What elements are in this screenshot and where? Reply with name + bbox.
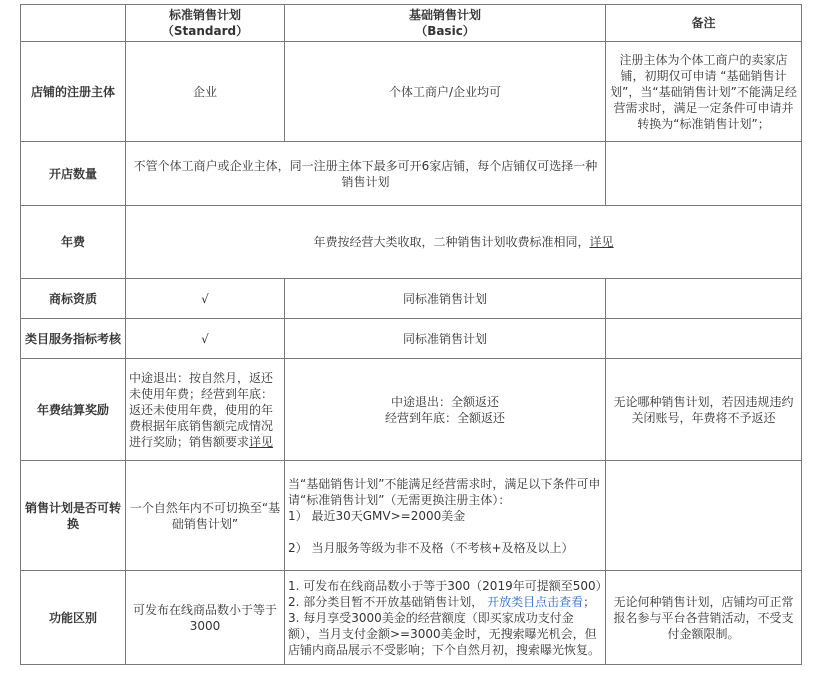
row-label-settlement: 年费结算奖励 <box>21 359 126 461</box>
fee-text: 年费按经营大类收取，二种销售计划收费标准相同， <box>313 235 590 249</box>
row-features <box>21 571 802 665</box>
settlement-basic-line2: 经营到年底：全额返还 <box>384 410 505 425</box>
fee-text-cell <box>126 206 802 279</box>
entity-note: 注册主体为个体工商户的卖家店铺，初期仅可申请 “基础销售计划”，当“基础销售计划”不能满足经营需求时，满足一定条件可申请并转换为“标准销售计划”； <box>606 42 802 142</box>
header-basic <box>285 5 606 42</box>
settlement-standard <box>126 359 285 461</box>
trademark-basic: 同标准销售计划 <box>285 279 606 319</box>
features-basic-line2 <box>288 594 602 610</box>
switch-standard: 一个自然年内不可切换至“基础销售计划” <box>126 461 285 571</box>
entity-standard: 企业 <box>126 42 285 142</box>
settlement-basic-line1: 中途退出：全额返还 <box>390 394 499 409</box>
stores-note <box>606 142 802 206</box>
header-standard <box>126 5 285 42</box>
stores-merged: 不管个体工商户或企业主体，同一注册主体下最多可开6家店铺，每个店铺仅可选择一种销售计划 <box>126 142 606 206</box>
sales-plan-comparison-table <box>20 4 802 665</box>
row-switch <box>21 461 802 571</box>
header-notes: 备注 <box>606 5 802 42</box>
row-label-entity: 店铺的注册主体 <box>21 42 126 142</box>
header-basic-sub: （Basic） <box>415 24 475 38</box>
header-row <box>21 5 802 42</box>
row-stores <box>21 142 802 206</box>
settlement-basic <box>285 359 606 461</box>
row-label-features: 功能区别 <box>21 571 126 665</box>
row-fee <box>21 206 802 279</box>
features-basic-line1: 1. 可发布在线商品数小于等于300（2019年可提额至500） <box>288 578 608 593</box>
trademark-standard: √ <box>126 279 285 319</box>
switch-basic-line2: 1） 最近30天GMV>=2000美金 <box>288 508 466 523</box>
category-standard: √ <box>126 319 285 359</box>
row-label-fee: 年费 <box>21 206 126 279</box>
features-basic-line2-text: 2. 部分类目暂不开放基础销售计划， <box>288 594 488 609</box>
trademark-note <box>606 279 802 319</box>
settlement-note: 无论哪种销售计划，若因违规违约关闭账号，年费将不予返还 <box>606 359 802 461</box>
features-basic-line3: 3. 每月享受3000美金的经营额度（即买家成功支付金额），当月支付金额>=3000美金时，无搜索曝光机会，但店铺内商品展示不受影响；下个自然月初，搜索曝光恢复。 <box>288 610 601 657</box>
features-basic <box>285 571 606 665</box>
switch-note <box>606 461 802 571</box>
row-label-trademark: 商标资质 <box>21 279 126 319</box>
switch-basic-line1: 当“基础销售计划”不能满足经营需求时，满足以下条件可申请“标准销售计划”（无需更换注册主体）： <box>288 476 601 507</box>
header-standard-title: 标准销售计划 <box>168 8 241 22</box>
features-standard: 可发布在线商品数小于等于3000 <box>126 571 285 665</box>
fee-details-link[interactable]: 详见 <box>589 235 614 249</box>
features-basic-line2-end: ； <box>583 594 596 609</box>
header-basic-title: 基础销售计划 <box>408 8 481 22</box>
switch-basic-gap <box>288 524 602 540</box>
switch-basic <box>285 461 606 571</box>
header-standard-sub: （Standard） <box>161 24 249 38</box>
row-entity <box>21 42 802 142</box>
switch-basic-line3: 2） 当月服务等级为非不及格（不考核+及格及以上） <box>288 540 574 555</box>
features-note: 无论何种销售计划，店铺均可正常报名参与平台各营销活动，不受支付金额限制。 <box>606 571 802 665</box>
row-label-stores: 开店数量 <box>21 142 126 206</box>
row-settlement <box>21 359 802 461</box>
row-label-switch: 销售计划是否可转换 <box>21 461 126 571</box>
category-note <box>606 319 802 359</box>
category-basic: 同标准销售计划 <box>285 319 606 359</box>
settlement-standard-text: 中途退出：按自然月，返还未使用年费；经营到年底：返还未使用年费，使用的年费根据年底销售额完成情况进行奖励；销售额要求 <box>129 370 274 449</box>
open-categories-link[interactable]: 开放类目点击查看 <box>487 594 584 609</box>
row-trademark <box>21 279 802 319</box>
row-category <box>21 319 802 359</box>
header-empty-cell <box>21 5 126 42</box>
entity-basic: 个体工商户/企业均可 <box>285 42 606 142</box>
row-label-category: 类目服务指标考核 <box>21 319 126 359</box>
settlement-details-link[interactable]: 详见 <box>249 434 274 449</box>
